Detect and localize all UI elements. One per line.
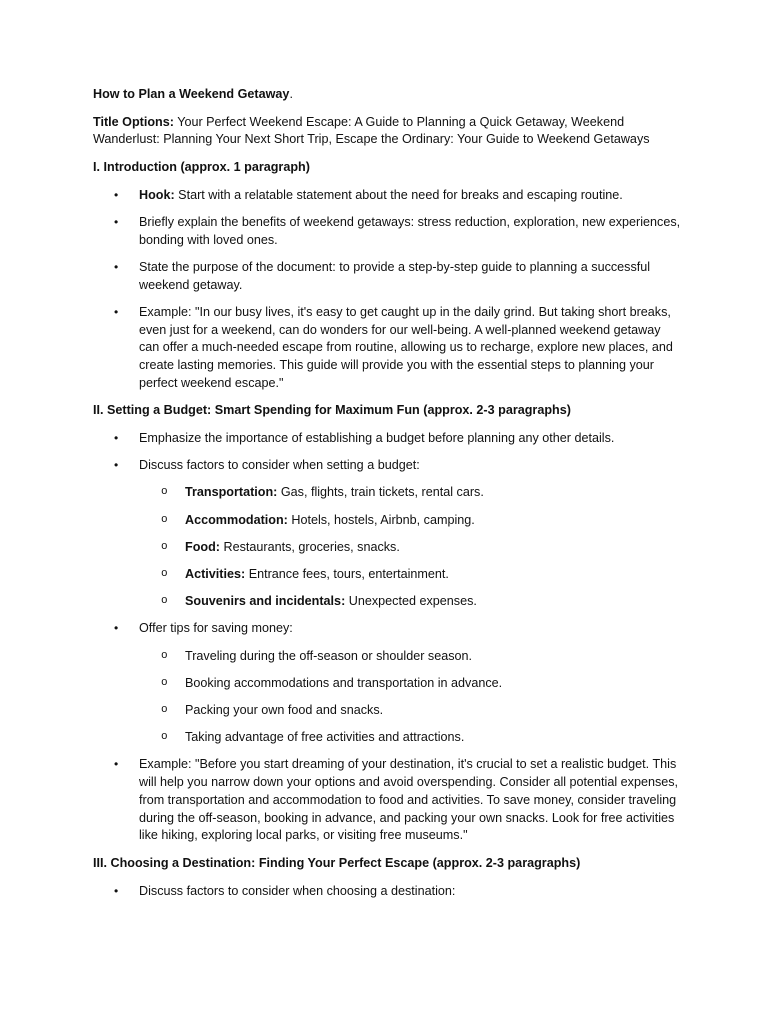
section-heading-budget: II. Setting a Budget: Smart Spending for Maximum Fun (approx. 2-3 paragraphs)	[93, 403, 571, 418]
sub-bullet-icon: o	[161, 486, 168, 499]
bullet-icon: •	[114, 187, 119, 202]
sub-list-item	[139, 675, 683, 693]
destination-list	[93, 883, 683, 901]
item-text: Unexpected expenses.	[345, 594, 477, 609]
bullet-icon: •	[114, 883, 119, 898]
sub-list-item	[139, 593, 683, 611]
sub-list-item	[139, 512, 683, 530]
sub-bullet-icon: o	[161, 731, 168, 744]
sub-bullet-icon: o	[161, 540, 168, 553]
sub-bullet-icon: o	[161, 595, 168, 608]
section-heading-destination: III. Choosing a Destination: Finding Your Perfect Escape (approx. 2-3 paragraphs)	[93, 856, 581, 870]
sub-list-item	[139, 539, 683, 557]
sub-list-item	[139, 484, 683, 502]
sub-list-item	[139, 729, 683, 747]
item-text: Packing your own food and snacks.	[185, 703, 384, 718]
item-text: Example: "In our busy lives, it's easy to get caught up in the daily grind. But taking short breaks, even just for a weekend, can do wonders for our well-being. A well-planned weekend getaway can offer a much-needed escape from routine, allowing us to recharge, explore new places, and create lasting memories. This guide will provide you with the essential steps to planning your perfect weekend escape."	[139, 304, 673, 390]
item-text: Entrance fees, tours, entertainment.	[245, 567, 449, 582]
list-item	[93, 259, 683, 294]
document-title-period: .	[289, 87, 293, 101]
item-bold-label: Souvenirs and incidentals:	[185, 594, 346, 609]
item-bold-label: Activities:	[185, 567, 246, 582]
bullet-icon: •	[114, 757, 119, 772]
document-title-text: How to Plan a Weekend Getaway	[93, 87, 290, 101]
title-options	[93, 114, 683, 149]
title-options-text: Your Perfect Weekend Escape: A Guide to Planning a Quick Getaway, Weekend Wanderlust: Planning Your Next Short Trip, Escape the Ordinary: Your Guide to Weekend Getaways	[93, 114, 650, 147]
item-text: Discuss factors to consider when choosing a destination:	[139, 883, 456, 898]
item-text: Booking accommodations and transportation in advance.	[185, 675, 503, 690]
item-text: Restaurants, groceries, snacks.	[219, 539, 400, 554]
item-text: Taking advantage of free activities and attractions.	[185, 730, 465, 745]
item-text: Gas, flights, train tickets, rental cars.	[277, 485, 484, 500]
introduction-list	[93, 187, 683, 393]
bullet-icon: •	[114, 304, 119, 319]
item-bold-label: Hook:	[139, 187, 175, 202]
item-text: Emphasize the importance of establishing a budget before planning any other details.	[139, 431, 615, 446]
sub-list-item	[139, 566, 683, 584]
list-item	[93, 304, 683, 393]
item-bold-label: Transportation:	[185, 485, 278, 500]
sub-bullet-icon: o	[161, 676, 168, 689]
list-item	[93, 187, 683, 205]
section-heading-introduction: I. Introduction (approx. 1 paragraph)	[93, 160, 310, 175]
sub-bullet-icon: o	[161, 649, 168, 662]
document-title	[93, 86, 683, 104]
list-item	[93, 214, 683, 249]
sub-bullet-icon: o	[161, 704, 168, 717]
bullet-icon: •	[114, 621, 119, 636]
sub-list-item	[139, 648, 683, 666]
sub-list-item	[139, 702, 683, 720]
item-text: Briefly explain the benefits of weekend getaways: stress reduction, exploration, new experiences, bonding with loved ones.	[139, 215, 681, 247]
list-item	[93, 620, 683, 747]
list-item	[93, 883, 683, 901]
document-page	[93, 86, 683, 910]
bullet-icon: •	[114, 458, 119, 473]
title-options-label: Title Options:	[93, 114, 174, 129]
list-item	[93, 430, 683, 448]
item-text: Example: "Before you start dreaming of your destination, it's crucial to set a realistic budget. This will help you narrow down your options and avoid overspending. Consider all potential expenses, from transportation and accommodation to food and activities. To save money, consider traveling during the off-season, booking in advance, and packing your own snacks. Look for free activities like hiking, exploring local parks, or visiting free museums."	[139, 757, 679, 843]
budget-list	[93, 430, 683, 845]
item-text: State the purpose of the document: to provide a step-by-step guide to planning a successful weekend getaway.	[139, 259, 651, 292]
saving-tips-list	[139, 648, 683, 747]
bullet-icon: •	[114, 431, 119, 446]
sub-bullet-icon: o	[161, 568, 168, 581]
item-text: Traveling during the off-season or shoulder season.	[185, 648, 473, 663]
item-bold-label: Food:	[185, 539, 220, 554]
item-text: Offer tips for saving money:	[139, 621, 293, 636]
sub-bullet-icon: o	[161, 513, 168, 526]
list-item	[93, 457, 683, 611]
item-text: Hotels, hostels, Airbnb, camping.	[287, 512, 475, 527]
budget-factors-list	[139, 484, 683, 611]
bullet-icon: •	[114, 215, 119, 230]
bullet-icon: •	[114, 259, 119, 274]
item-text: Start with a relatable statement about the need for breaks and escaping routine.	[174, 187, 623, 202]
item-bold-label: Accommodation:	[185, 512, 288, 527]
list-item	[93, 756, 683, 845]
item-text: Discuss factors to consider when setting a budget:	[139, 458, 420, 473]
